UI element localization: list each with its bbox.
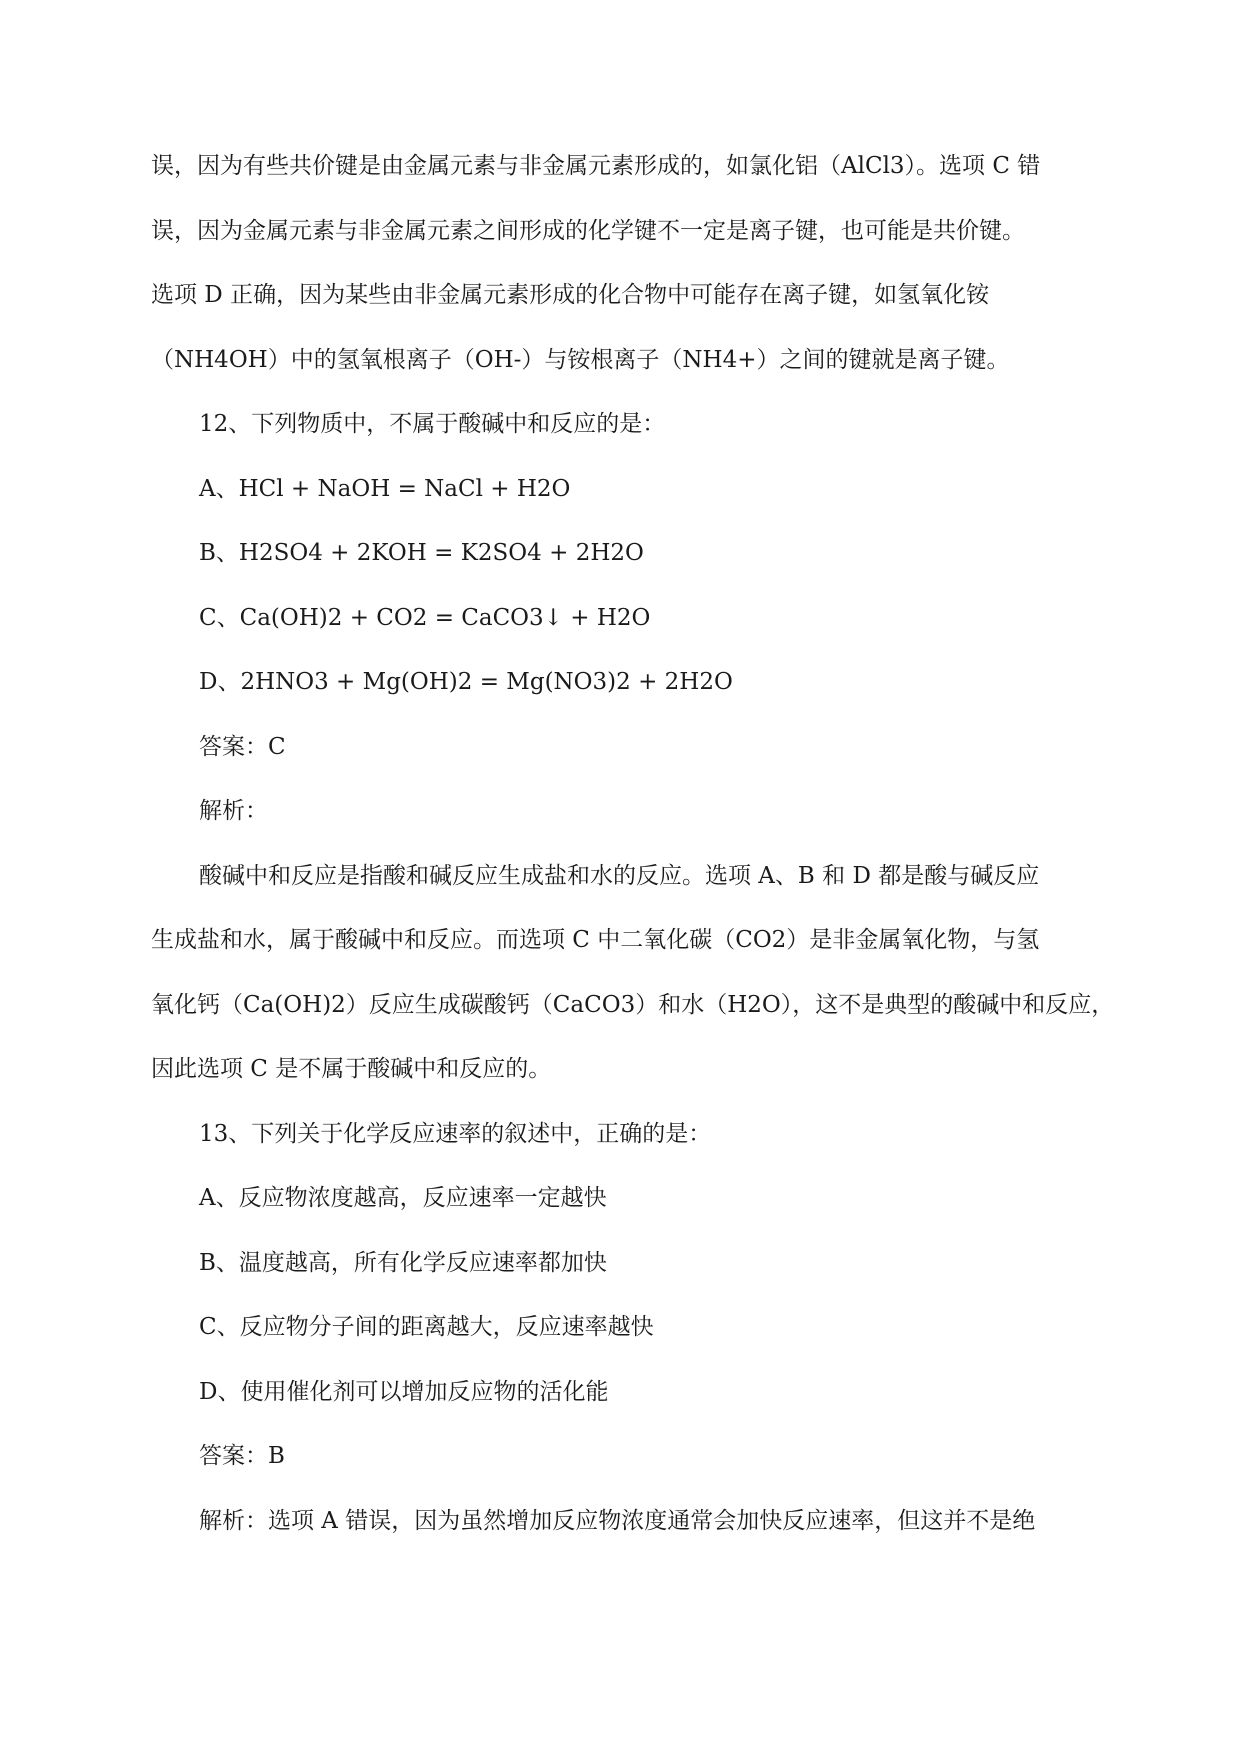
- question-13-option-c: C、反应物分子间的距离越大，反应速率越快: [199, 1314, 654, 1340]
- paragraph-line: （NH4OH）中的氢氧根离子（OH-）与铵根离子（NH4+）之间的键就是离子键。: [151, 347, 1010, 373]
- question-12-answer: 答案：C: [199, 734, 286, 760]
- question-13-option-a: A、反应物浓度越高，反应速率一定越快: [199, 1185, 607, 1211]
- question-12-option-c: C、Ca(OH)2 + CO2 = CaCO3↓ + H2O: [199, 605, 651, 631]
- question-12-analysis-label: 解析：: [199, 798, 268, 824]
- question-12-option-a: A、HCl + NaOH = NaCl + H2O: [199, 476, 571, 502]
- paragraph-line: 选项 D 正确，因为某些由非金属元素形成的化合物中可能存在离子键，如氢氧化铵: [151, 282, 990, 308]
- question-13-analysis-line: 解析：选项 A 错误，因为虽然增加反应物浓度通常会加快反应速率，但这并不是绝: [199, 1508, 1036, 1534]
- question-13-answer: 答案：B: [199, 1443, 285, 1469]
- question-12-analysis-line: 酸碱中和反应是指酸和碱反应生成盐和水的反应。选项 A、B 和 D 都是酸与碱反应: [199, 863, 1040, 889]
- question-13-option-b: B、温度越高，所有化学反应速率都加快: [199, 1250, 607, 1276]
- question-13-stem: 13、下列关于化学反应速率的叙述中，正确的是：: [199, 1121, 712, 1147]
- paragraph-line: 误，因为金属元素与非金属元素之间形成的化学键不一定是离子键，也可能是共价键。: [151, 218, 1025, 244]
- question-12-analysis-line: 氧化钙（Ca(OH)2）反应生成碳酸钙（CaCO3）和水（H2O），这不是典型的酸碱中和反应，: [151, 992, 1115, 1018]
- question-12-option-b: B、H2SO4 + 2KOH = K2SO4 + 2H2O: [199, 540, 644, 566]
- question-12-analysis-line: 因此选项 C 是不属于酸碱中和反应的。: [151, 1056, 552, 1082]
- question-12-stem: 12、下列物质中，不属于酸碱中和反应的是：: [199, 411, 666, 437]
- paragraph-line: 误，因为有些共价键是由金属元素与非金属元素形成的，如氯化铝（AlCl3）。选项 C 错: [151, 153, 1041, 179]
- question-13-option-d: D、使用催化剂可以增加反应物的活化能: [199, 1379, 609, 1405]
- question-12-option-d: D、2HNO3 + Mg(OH)2 = Mg(NO3)2 + 2H2O: [199, 669, 733, 695]
- question-12-analysis-line: 生成盐和水，属于酸碱中和反应。而选项 C 中二氧化碳（CO2）是非金属氧化物，与氢: [151, 927, 1040, 953]
